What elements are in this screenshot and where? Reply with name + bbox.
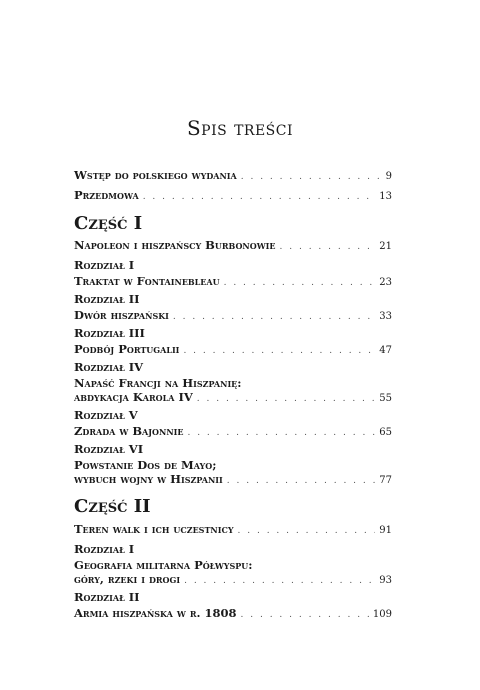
entry-page: 55 <box>379 393 392 404</box>
chapter-number: Rozdział II <box>74 590 140 604</box>
entry-page: 13 <box>379 191 392 202</box>
dot-leader <box>143 192 376 202</box>
entry-label: Traktat w Fontainebleau <box>74 274 220 288</box>
entry-page: 109 <box>372 609 392 620</box>
toc-entry-chapter[interactable] <box>74 390 392 404</box>
entry-label: Wstęp do polskiego wydania <box>74 168 237 182</box>
part-heading: Część II <box>74 496 151 517</box>
entry-page: 23 <box>379 277 392 288</box>
entry-label: Armia hiszpańska w r. 1808 <box>74 606 237 620</box>
dot-leader <box>238 526 376 536</box>
chapter-title-line: Geografia militarna Półwyspu: <box>74 558 253 572</box>
entry-label: abdykacja Karola IV <box>74 390 193 404</box>
part-heading: Część I <box>74 213 143 234</box>
toc-entry-preface[interactable] <box>74 188 392 202</box>
entry-page: 65 <box>379 427 392 438</box>
chapter-number: Rozdział I <box>74 542 135 556</box>
dot-leader <box>183 346 375 356</box>
chapter-number: Rozdział II <box>74 292 140 306</box>
page-title: Spis treści <box>186 116 294 140</box>
dot-leader <box>241 610 369 620</box>
entry-page: 33 <box>379 311 392 322</box>
entry-page: 77 <box>379 475 392 486</box>
dot-leader <box>227 476 375 486</box>
dot-leader <box>280 242 376 252</box>
chapter-number: Rozdział V <box>74 408 138 422</box>
toc-entry-part-title[interactable] <box>74 522 392 536</box>
entry-label: Zdrada w Bajonnie <box>74 424 184 438</box>
chapter-title-line: Powstanie Dos de Mayo; <box>74 458 217 472</box>
toc-entry-chapter[interactable] <box>74 308 392 322</box>
toc-entry-introduction[interactable] <box>74 168 392 182</box>
chapter-number: Rozdział I <box>74 258 135 272</box>
dot-leader <box>241 172 382 182</box>
toc-entry-chapter[interactable] <box>74 424 392 438</box>
entry-page: 91 <box>379 525 392 536</box>
dot-leader <box>187 428 375 438</box>
entry-page: 93 <box>379 575 392 586</box>
entry-label: Napoleon i hiszpańscy Burbonowie <box>74 238 276 252</box>
entry-label: wybuch wojny w Hiszpanii <box>74 472 223 486</box>
dot-leader <box>173 312 375 322</box>
chapter-title-line: Napaść Francji na Hiszpanię: <box>74 376 242 390</box>
toc-entry-chapter[interactable] <box>74 472 392 486</box>
toc-entry-chapter[interactable] <box>74 572 392 586</box>
entry-page: 47 <box>379 345 392 356</box>
toc-entry-chapter[interactable] <box>74 274 392 288</box>
chapter-number: Rozdział III <box>74 326 145 340</box>
entry-label: Teren walk i ich uczestnicy <box>74 522 234 536</box>
dot-leader <box>197 394 375 404</box>
chapter-number: Rozdział VI <box>74 442 144 456</box>
toc-entry-chapter[interactable] <box>74 342 392 356</box>
dot-leader <box>224 278 376 288</box>
entry-page: 9 <box>385 171 392 182</box>
toc-entry-part-title[interactable] <box>74 238 392 252</box>
entry-label: Przedmowa <box>74 188 139 202</box>
entry-label: Podbój Portugalii <box>74 342 180 356</box>
entry-label: góry, rzeki i drogi <box>74 572 181 586</box>
entry-page: 21 <box>379 241 392 252</box>
toc-entry-chapter[interactable] <box>74 606 392 620</box>
dot-leader <box>184 576 375 586</box>
entry-label: Dwór hiszpański <box>74 308 169 322</box>
chapter-number: Rozdział IV <box>74 360 144 374</box>
